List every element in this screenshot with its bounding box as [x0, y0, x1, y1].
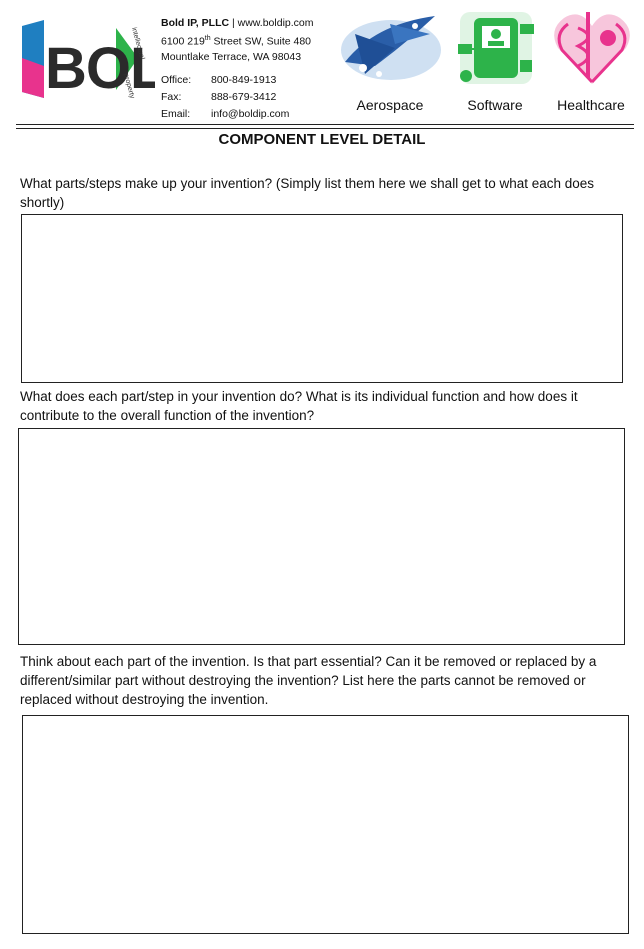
question-1: What parts/steps make up your invention? (Simply list them here we shall get to what each does shortly) — [20, 176, 595, 210]
bold-logo-mark — [20, 18, 155, 103]
email-label: Email: — [161, 108, 191, 120]
company-block — [161, 16, 314, 65]
company-address-1 — [161, 31, 314, 50]
company-website[interactable]: www.boldip.com — [237, 17, 314, 29]
office-value: 800-849-1913 — [211, 74, 277, 86]
contact-block — [161, 72, 289, 123]
company-name: Bold IP, PLLC — [161, 17, 230, 29]
question-3: Think about each part of the invention. Is that part essential? Can it be removed or replaced by a different/similar part without destroying the invention? List here the parts cannot be removed or replaced without destroying the invention. — [20, 654, 597, 707]
address-street: Street SW, Suite 480 — [210, 35, 312, 48]
circuit-icon — [452, 4, 540, 97]
sector-label-healthcare: Healthcare — [557, 97, 625, 113]
logo-tagline-2: property — [122, 72, 136, 100]
office-label: Office: — [161, 74, 192, 86]
bold-logo — [20, 18, 155, 103]
sector-label-aerospace: Aerospace — [356, 97, 424, 113]
question-2: What does each part/step in your invention do? What is its individual function and how does it contribute to the overall function of the invention? — [20, 389, 578, 423]
address-sup: th — [204, 35, 211, 42]
company-address-2: Mountlake Terrace, WA 98043 — [161, 50, 302, 63]
address-number: 6100 219 — [161, 35, 205, 48]
page-title: COMPONENT LEVEL DETAIL — [218, 131, 426, 148]
logo-tagline-1: intellectual — [130, 26, 146, 61]
office-row — [161, 72, 289, 89]
caduceus-heart-icon — [548, 4, 636, 97]
email-row — [161, 106, 289, 123]
fax-row — [161, 89, 289, 106]
company-line-1: Bold IP, PLLC | www.boldip.com — [161, 17, 314, 29]
fax-value: 888-679-3412 — [211, 91, 277, 103]
header-divider-bottom — [16, 128, 634, 129]
sector-label-software: Software — [467, 97, 523, 113]
airplane-icon — [335, 4, 447, 97]
fax-label: Fax: — [161, 91, 182, 103]
answer-box-3[interactable] — [22, 715, 629, 934]
logo-text: BOL — [45, 36, 155, 101]
header-divider-top — [16, 124, 634, 125]
email-value[interactable]: info@boldip.com — [211, 108, 290, 120]
answer-box-2[interactable] — [18, 428, 625, 645]
answer-box-1[interactable] — [21, 214, 623, 383]
